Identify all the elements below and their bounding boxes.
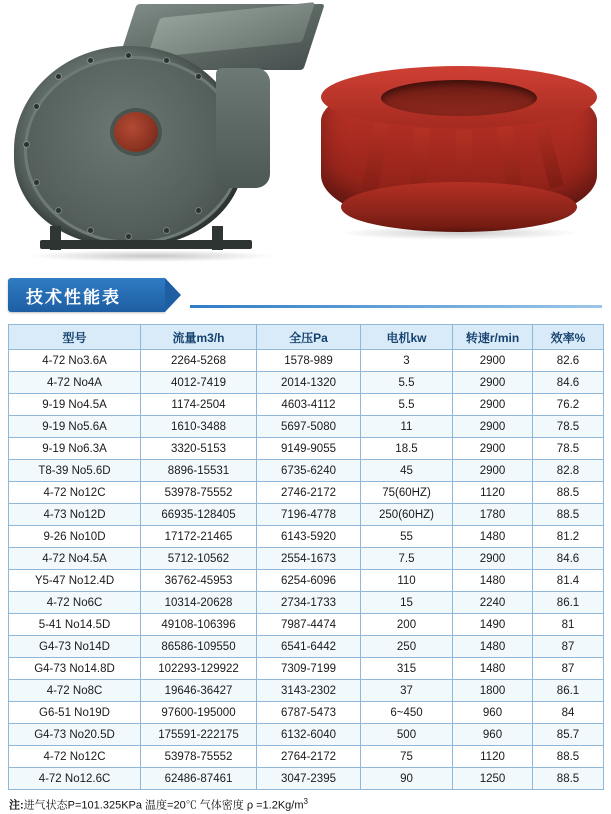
- cell-speed: 2900: [453, 372, 533, 394]
- column-header-flow: 流量m3/h: [141, 325, 257, 350]
- column-header-speed: 转速r/min: [453, 325, 533, 350]
- cell-flow: 86586-109550: [141, 636, 257, 658]
- cell-speed: 2900: [453, 460, 533, 482]
- cell-motor: 6~450: [361, 702, 453, 724]
- cell-pressure: 7309-7199: [257, 658, 361, 680]
- cell-motor: 11: [361, 416, 453, 438]
- impeller-back-plate: [341, 182, 577, 232]
- cell-motor: 250(60HZ): [361, 504, 453, 526]
- cell-pressure: 1578-989: [257, 350, 361, 372]
- footnote-superscript: 3: [303, 797, 308, 806]
- table-row: [9, 416, 604, 438]
- cell-flow: 66935-128405: [141, 504, 257, 526]
- cell-efficiency: 84.6: [533, 372, 604, 394]
- product-photo-band: [0, 0, 611, 272]
- section-title: 技术性能表: [8, 278, 165, 312]
- cell-motor: 45: [361, 460, 453, 482]
- cell-motor: 110: [361, 570, 453, 592]
- cell-flow: 53978-75552: [141, 746, 257, 768]
- cell-motor: 90: [361, 768, 453, 790]
- cell-pressure: 2746-2172: [257, 482, 361, 504]
- cell-pressure: 2764-2172: [257, 746, 361, 768]
- table-row: [9, 724, 604, 746]
- cell-pressure: 3143-2302: [257, 680, 361, 702]
- cell-model: 4-73 No12D: [9, 504, 141, 526]
- table-row: [9, 680, 604, 702]
- cell-speed: 2900: [453, 416, 533, 438]
- cell-flow: 102293-129922: [141, 658, 257, 680]
- cell-model: 4-72 No4.5A: [9, 548, 141, 570]
- cell-speed: 2900: [453, 548, 533, 570]
- table-row: [9, 526, 604, 548]
- table-row: [9, 350, 604, 372]
- cell-motor: 75: [361, 746, 453, 768]
- cell-flow: 2264-5268: [141, 350, 257, 372]
- cell-speed: 1120: [453, 482, 533, 504]
- cell-model: G4-73 No14.8D: [9, 658, 141, 680]
- cell-efficiency: 84: [533, 702, 604, 724]
- cell-motor: 15: [361, 592, 453, 614]
- table-row: [9, 482, 604, 504]
- cell-pressure: 3047-2395: [257, 768, 361, 790]
- cell-model: 4-72 No12C: [9, 746, 141, 768]
- cell-speed: 1480: [453, 526, 533, 548]
- cell-speed: 1800: [453, 680, 533, 702]
- cell-efficiency: 88.5: [533, 504, 604, 526]
- cell-motor: 7.5: [361, 548, 453, 570]
- cell-motor: 200: [361, 614, 453, 636]
- cell-model: 9-19 No5.6A: [9, 416, 141, 438]
- table-row: [9, 394, 604, 416]
- banner-underline: [190, 305, 602, 308]
- cell-pressure: 6132-6040: [257, 724, 361, 746]
- table-footnote: [9, 794, 602, 814]
- cell-efficiency: 87: [533, 658, 604, 680]
- fan-inlet-cone: [216, 68, 270, 188]
- cell-flow: 97600-195000: [141, 702, 257, 724]
- cell-efficiency: 87: [533, 636, 604, 658]
- cell-pressure: 6541-6442: [257, 636, 361, 658]
- column-header-efficiency: 效率%: [533, 325, 604, 350]
- cell-pressure: 2734-1733: [257, 592, 361, 614]
- cell-flow: 5712-10562: [141, 548, 257, 570]
- cell-pressure: 4603-4112: [257, 394, 361, 416]
- impeller-ground-shadow: [337, 226, 581, 240]
- cell-efficiency: 85.7: [533, 724, 604, 746]
- cell-model: 9-26 No10D: [9, 526, 141, 548]
- cell-efficiency: 78.5: [533, 438, 604, 460]
- cell-speed: 960: [453, 724, 533, 746]
- cell-motor: 18.5: [361, 438, 453, 460]
- cell-model: T8-39 No5.6D: [9, 460, 141, 482]
- fan-hub: [114, 112, 158, 152]
- cell-model: 4-72 No8C: [9, 680, 141, 702]
- cell-flow: 10314-20628: [141, 592, 257, 614]
- cell-flow: 1610-3488: [141, 416, 257, 438]
- cell-efficiency: 81.4: [533, 570, 604, 592]
- cell-efficiency: 78.5: [533, 416, 604, 438]
- cell-efficiency: 88.5: [533, 768, 604, 790]
- cell-speed: 1480: [453, 570, 533, 592]
- cell-efficiency: 86.1: [533, 680, 604, 702]
- cell-speed: 1490: [453, 614, 533, 636]
- table-row: [9, 658, 604, 680]
- cell-speed: 1480: [453, 658, 533, 680]
- cell-efficiency: 81: [533, 614, 604, 636]
- cell-flow: 36762-45953: [141, 570, 257, 592]
- impeller-inlet-opening: [381, 80, 537, 116]
- column-header-model: 型号: [9, 325, 141, 350]
- cell-pressure: 6254-6096: [257, 570, 361, 592]
- cell-flow: 8896-15531: [141, 460, 257, 482]
- cell-model: 9-19 No4.5A: [9, 394, 141, 416]
- cell-flow: 1174-2504: [141, 394, 257, 416]
- cell-flow: 53978-75552: [141, 482, 257, 504]
- cell-speed: 2240: [453, 592, 533, 614]
- cell-flow: 49108-106396: [141, 614, 257, 636]
- cell-speed: 1780: [453, 504, 533, 526]
- cell-motor: 55: [361, 526, 453, 548]
- table-row: [9, 504, 604, 526]
- cell-speed: 1250: [453, 768, 533, 790]
- cell-motor: 315: [361, 658, 453, 680]
- technical-performance-table: [8, 324, 604, 790]
- cell-flow: 62486-87461: [141, 768, 257, 790]
- cell-flow: 3320-5153: [141, 438, 257, 460]
- cell-pressure: 7196-4778: [257, 504, 361, 526]
- column-header-motor: 电机kw: [361, 325, 453, 350]
- cell-efficiency: 81.2: [533, 526, 604, 548]
- cell-motor: 37: [361, 680, 453, 702]
- cell-model: 4-72 No12.6C: [9, 768, 141, 790]
- cell-pressure: 2554-1673: [257, 548, 361, 570]
- cell-speed: 2900: [453, 394, 533, 416]
- cell-efficiency: 88.5: [533, 482, 604, 504]
- cell-pressure: 5697-5080: [257, 416, 361, 438]
- cell-flow: 17172-21465: [141, 526, 257, 548]
- cell-pressure: 6143-5920: [257, 526, 361, 548]
- table-row: [9, 636, 604, 658]
- cell-motor: 5.5: [361, 372, 453, 394]
- cell-model: 4-72 No3.6A: [9, 350, 141, 372]
- cell-speed: 2900: [453, 350, 533, 372]
- cell-model: 4-72 No6C: [9, 592, 141, 614]
- table-row: [9, 460, 604, 482]
- table-row: [9, 702, 604, 724]
- cell-motor: 75(60HZ): [361, 482, 453, 504]
- cell-efficiency: 84.6: [533, 548, 604, 570]
- cell-pressure: 6735-6240: [257, 460, 361, 482]
- cell-motor: 250: [361, 636, 453, 658]
- table-row: [9, 372, 604, 394]
- cell-speed: 1120: [453, 746, 533, 768]
- cell-speed: 2900: [453, 438, 533, 460]
- cell-efficiency: 76.2: [533, 394, 604, 416]
- cell-flow: 175591-222175: [141, 724, 257, 746]
- cell-efficiency: 86.1: [533, 592, 604, 614]
- cell-flow: 19646-36427: [141, 680, 257, 702]
- cell-efficiency: 82.6: [533, 350, 604, 372]
- table-row: [9, 614, 604, 636]
- cell-motor: 3: [361, 350, 453, 372]
- cell-pressure: 2014-1320: [257, 372, 361, 394]
- fan-housing-photo: [6, 2, 306, 266]
- table-header-row: [9, 325, 604, 350]
- table-row: [9, 746, 604, 768]
- cell-pressure: 7987-4474: [257, 614, 361, 636]
- cell-flow: 4012-7419: [141, 372, 257, 394]
- cell-pressure: 9149-9055: [257, 438, 361, 460]
- cell-pressure: 6787-5473: [257, 702, 361, 724]
- fan-ground-shadow: [26, 250, 276, 262]
- table-row: [9, 438, 604, 460]
- cell-model: 4-72 No4A: [9, 372, 141, 394]
- section-banner: [0, 278, 611, 318]
- cell-speed: 1480: [453, 636, 533, 658]
- table-row: [9, 548, 604, 570]
- cell-motor: 500: [361, 724, 453, 746]
- cell-model: 5-41 No14.5D: [9, 614, 141, 636]
- footnote-text: 进气状态P=101.325KPa 温度=20℃ 气体密度 ρ =1.2Kg/m: [23, 799, 304, 812]
- cell-model: G4-73 No20.5D: [9, 724, 141, 746]
- column-header-pressure: 全压Pa: [257, 325, 361, 350]
- impeller-photo: [315, 50, 607, 250]
- cell-speed: 960: [453, 702, 533, 724]
- cell-model: 9-19 No6.3A: [9, 438, 141, 460]
- cell-efficiency: 82.8: [533, 460, 604, 482]
- cell-model: G6-51 No19D: [9, 702, 141, 724]
- table-body: [9, 350, 604, 790]
- cell-model: 4-72 No12C: [9, 482, 141, 504]
- table-row: [9, 592, 604, 614]
- cell-model: G4-73 No14D: [9, 636, 141, 658]
- fan-base-frame: [40, 240, 252, 249]
- cell-motor: 5.5: [361, 394, 453, 416]
- footnote-label: 注:: [9, 799, 24, 812]
- cell-model: Y5-47 No12.4D: [9, 570, 141, 592]
- table-row: [9, 570, 604, 592]
- cell-efficiency: 88.5: [533, 746, 604, 768]
- table-row: [9, 768, 604, 790]
